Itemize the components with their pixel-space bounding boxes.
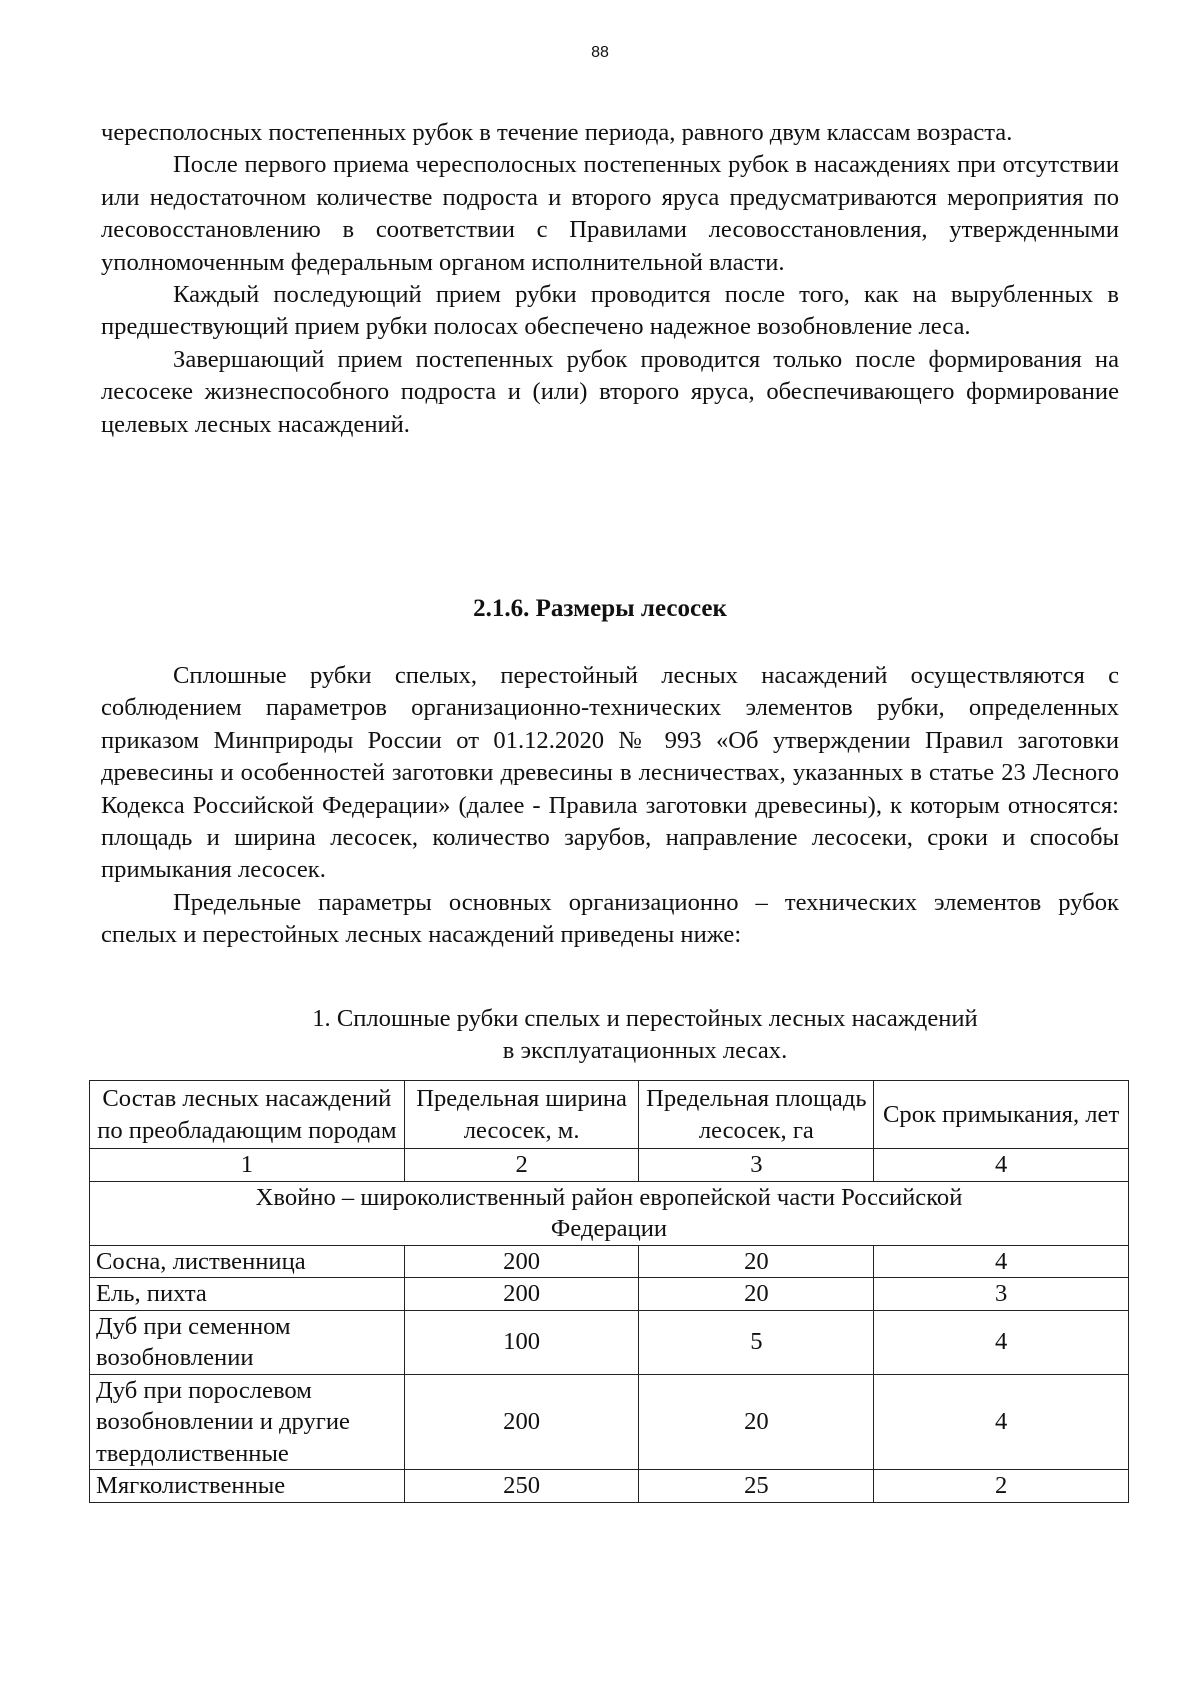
width-cell: 200 [404,1245,639,1278]
column-number-cell: 1 [90,1149,405,1182]
width-cell: 200 [404,1278,639,1311]
paragraph: Сплошные рубки спелых, перестойный лесных насаждений осуществляются с соблюдением параметров организационно-технических элементов рубки, определенных приказом Минприроды России от 01.12.2020 № 993 «Об утверждении Правил заготовки древесины и особенностей заготовки древесины в лесничествах, указанных в статье 23 Лесного Кодекса Российской Федерации» (далее - Правила заготовки древесины), к которым относятся: площадь и ширина лесосек, количество зарубов, направление лесосеки, сроки и способы примыкания лесосек. [101,662,1119,884]
paragraph: чересполосных постепенных рубок в течение периода, равного двум классам возраста. [101,119,1013,146]
area-cell: 5 [639,1310,874,1374]
width-cell: 250 [404,1470,639,1503]
width-cell: 100 [404,1310,639,1374]
species-cell: Ель, пихта [90,1278,405,1311]
section-heading: 2.1.6. Размеры лесосек [473,595,727,622]
width-cell: 200 [404,1374,639,1470]
table-caption-line: в эксплуатационных лесах. [502,1037,788,1064]
term-cell: 2 [874,1470,1129,1503]
species-cell: Дуб при порослевом возобновлении и другие твердолиственные [90,1374,405,1470]
species-cell: Дуб при семенном возобновлении [90,1310,405,1374]
header-cell: Срок примыкания, лет [874,1081,1129,1149]
table-header-row [90,1081,1129,1149]
species-cell: Мягколиственные [90,1470,405,1503]
table-row [90,1374,1129,1470]
page-number: 88 [591,44,609,61]
area-cell: 20 [639,1278,874,1311]
area-cell: 25 [639,1470,874,1503]
paragraph: После первого приема чересполосных постепенных рубок в насаждениях при отсутствии или недостаточном количестве подроста и второго яруса предусматриваются мероприятия по лесовосстановлению в соответствии с Правилами лесовосстановления, утвержденными уполномоченным федеральным органом исполнительной власти. [101,151,1119,276]
table-caption [240,1003,1050,1067]
paragraph: Предельные параметры основных организационно – технических элементов рубок спелых и перестойных лесных насаждений приведены ниже: [101,888,1119,949]
region-cell: Хвойно – широколиственный район европейской части Российской Федерации [90,1181,1129,1245]
term-cell: 3 [874,1278,1129,1311]
header-cell: Состав лесных насаждений по преобладающим породам [90,1081,405,1149]
table-caption-line: 1. Сплошные рубки спелых и перестойных лесных насаждений [312,1005,978,1032]
region-row [90,1181,1129,1245]
column-number-row [90,1149,1129,1182]
species-cell: Сосна, лиственница [90,1245,405,1278]
column-number-cell: 3 [639,1149,874,1182]
column-number-cell: 4 [874,1149,1129,1182]
term-cell: 4 [874,1374,1129,1470]
table-row [90,1310,1129,1374]
body-text-top [101,117,1119,441]
paragraph: Завершающий прием постепенных рубок проводится только после формирования на лесосеке жизнеспособного подроста и (или) второго яруса, обеспечивающего формирование целевых лесных насаждений. [101,345,1119,438]
area-cell: 20 [639,1245,874,1278]
term-cell: 4 [874,1310,1129,1374]
cutting-parameters-table [89,1080,1129,1503]
table-row [90,1470,1129,1503]
body-text-bottom [101,660,1119,952]
header-cell: Предельная площадь лесосек, га [639,1081,874,1149]
table-row [90,1278,1129,1311]
term-cell: 4 [874,1245,1129,1278]
table-row [90,1245,1129,1278]
column-number-cell: 2 [404,1149,639,1182]
area-cell: 20 [639,1374,874,1470]
paragraph: Каждый последующий прием рубки проводится после того, как на вырубленных в предшествующий прием рубки полосах обеспечено надежное возобновление леса. [101,281,1119,341]
header-cell: Предельная ширина лесосек, м. [404,1081,639,1149]
